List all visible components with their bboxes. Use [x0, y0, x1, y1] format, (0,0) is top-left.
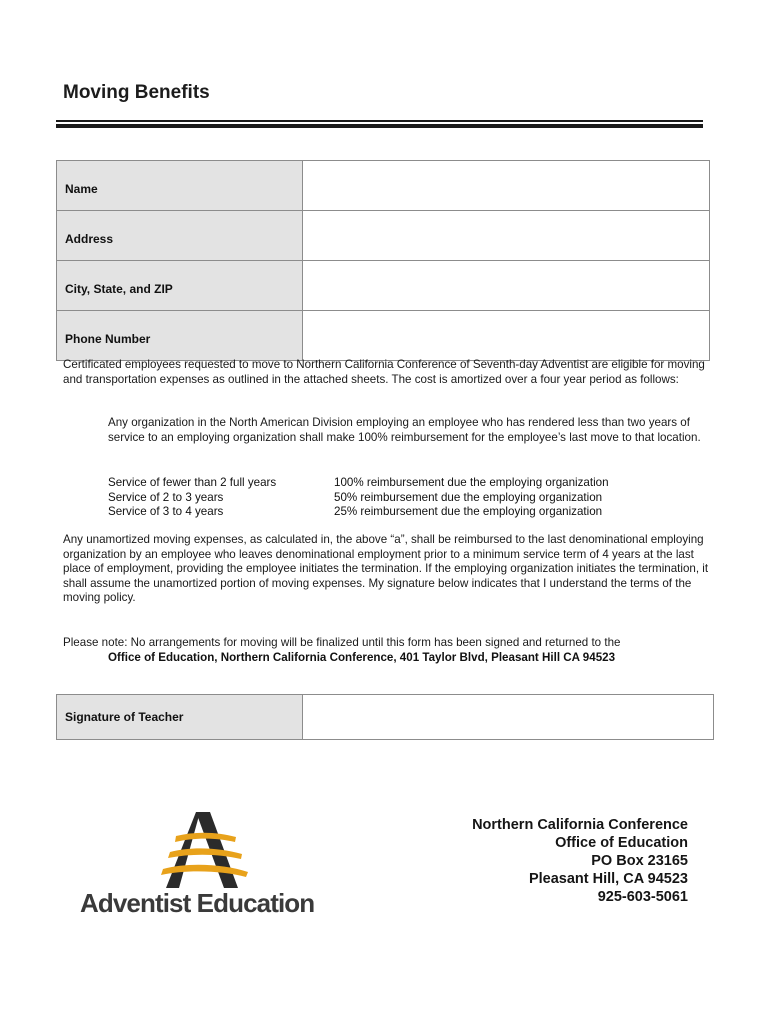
phone-number-label: Phone Number: [57, 311, 303, 361]
service-term: Service of 3 to 4 years: [108, 505, 224, 518]
page-title: Moving Benefits: [63, 82, 210, 103]
service-reimbursement: 25% reimbursement due the employing organization: [334, 505, 603, 518]
unamortized-paragraph: Any unamortized moving expenses, as calculated in, the above “a”, shall be reimbursed to the last denominational employing organization by an employee who leaves denominational employment prior to a minimum service term of 4 years at the last place of employment, providing the employee initiates the termination. If the employing organization initiates the termination, it shall assume the unamortized portion of moving expenses. My signature below indicates that I understand the terms of the moving policy.: [63, 533, 709, 604]
contact-phone: 925-603-5061: [597, 889, 688, 905]
city-state-zip-label: City, State, and ZIP: [57, 261, 303, 311]
phone-number-field[interactable]: [303, 311, 710, 361]
table-row: [57, 161, 710, 211]
employee-info-table: [56, 160, 710, 361]
table-row: [57, 261, 710, 311]
service-reimbursement: 50% reimbursement due the employing organization: [334, 490, 603, 504]
city-state-zip-field[interactable]: [303, 261, 710, 311]
service-row: [108, 476, 609, 491]
policy-paragraph: Any organization in the North American Division employing an employee who has rendered less than two years of service to an employing organization shall make 100% reimbursement for the employee’s last move to that location.: [108, 416, 701, 444]
office-address: Office of Education, Northern California Conference, 401 Taylor Blvd, Pleasant Hill CA 94523: [108, 651, 616, 664]
table-row: [57, 695, 714, 740]
table-row: [57, 211, 710, 261]
signature-label: Signature of Teacher: [57, 695, 303, 740]
address-field[interactable]: [303, 211, 710, 261]
logo-wordmark: Adventist Education: [80, 888, 315, 918]
title-divider-thick: [56, 124, 703, 128]
title-divider-thin: [56, 120, 703, 122]
contact-city: Pleasant Hill, CA 94523: [528, 871, 688, 887]
signature-table: [56, 694, 714, 740]
service-row: [108, 505, 609, 520]
service-term: Service of fewer than 2 full years: [108, 476, 277, 489]
contact-office: Office of Education: [555, 835, 688, 851]
contact-po-box: PO Box 23165: [591, 853, 688, 869]
contact-organization: Northern California Conference: [472, 817, 688, 833]
intro-paragraph: Certificated employees requested to move to Northern California Conference of Seventh-day Adventist are eligible for moving and transportation expenses as outlined in the attached sheets. The cost is amortized over a four year period as follows:: [63, 358, 705, 386]
service-reimbursement: 100% reimbursement due the employing organization: [334, 476, 609, 489]
service-row: [108, 491, 609, 506]
contact-block: [472, 816, 688, 906]
name-label: Name: [57, 161, 303, 211]
address-label: Address: [57, 211, 303, 261]
service-term: Service of 2 to 3 years: [108, 490, 224, 504]
table-row: [57, 311, 710, 361]
name-field[interactable]: [303, 161, 710, 211]
note-paragraph: Please note: No arrangements for moving will be finalized until this form has been signed and returned to the: [63, 636, 621, 649]
service-schedule: [108, 476, 609, 520]
signature-field[interactable]: [303, 695, 714, 740]
